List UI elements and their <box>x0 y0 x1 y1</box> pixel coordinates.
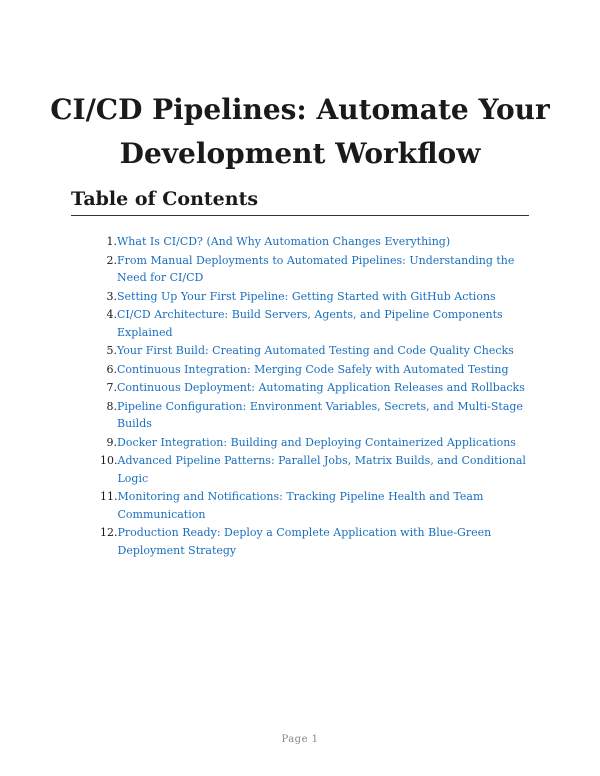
toc-link-12[interactable]: Production Ready: Deploy a Complete Application with Blue-Green Deployment Strategy <box>117 526 492 557</box>
toc-item-number: 12. <box>100 526 118 539</box>
toc-divider <box>71 215 529 216</box>
toc-item <box>100 361 530 379</box>
toc-item <box>100 452 530 487</box>
toc-item <box>100 252 530 287</box>
toc-link-8[interactable]: Pipeline Configuration: Environment Variables, Secrets, and Multi-Stage Builds <box>117 399 523 430</box>
toc-link-10[interactable]: Advanced Pipeline Patterns: Parallel Jobs, Matrix Builds, and Conditional Logic <box>117 454 526 485</box>
toc-item <box>100 342 530 360</box>
toc-item <box>100 379 530 397</box>
toc-item-number: 3. <box>106 289 117 303</box>
toc-link-3[interactable]: Setting Up Your First Pipeline: Getting Started with GitHub Actions <box>117 289 496 303</box>
toc-link-4[interactable]: CI/CD Architecture: Build Servers, Agents, and Pipeline Components Explained <box>117 308 503 339</box>
toc-item-number: 11. <box>100 490 118 503</box>
toc-item <box>100 488 530 523</box>
toc-item-number: 10. <box>100 454 118 467</box>
document-title: CI/CD Pipelines: Automate Your Development Workflow <box>50 93 550 170</box>
toc-link-5[interactable]: Your First Build: Creating Automated Testing and Code Quality Checks <box>117 344 514 357</box>
toc-item <box>100 524 530 559</box>
toc-item-number: 7. <box>106 381 117 394</box>
toc-item <box>100 288 530 306</box>
toc-list <box>100 233 530 560</box>
toc-item-number: 1. <box>106 235 117 248</box>
toc-item-number: 2. <box>106 253 117 267</box>
toc-link-1[interactable]: What Is CI/CD? (And Why Automation Changes Everything) <box>117 235 451 248</box>
toc-link-11[interactable]: Monitoring and Notifications: Tracking Pipeline Health and Team Communication <box>117 490 484 521</box>
toc-item-number: 8. <box>106 399 117 413</box>
toc-item-number: 9. <box>106 435 117 449</box>
toc-item-number: 6. <box>106 362 117 376</box>
toc-item-number: 5. <box>106 344 117 357</box>
toc-heading: Table of Contents <box>71 188 259 210</box>
toc-item <box>100 398 530 433</box>
toc-link-2[interactable]: From Manual Deployments to Automated Pipelines: Understanding the Need for CI/CD <box>117 253 515 284</box>
toc-link-6[interactable]: Continuous Integration: Merging Code Safely with Automated Testing <box>117 362 509 376</box>
toc-link-9[interactable]: Docker Integration: Building and Deploying Containerized Applications <box>117 435 516 449</box>
toc-link-7[interactable]: Continuous Deployment: Automating Application Releases and Rollbacks <box>117 381 525 394</box>
toc-item <box>100 434 530 452</box>
page-number: Page 1 <box>281 734 319 745</box>
toc-item <box>100 306 530 341</box>
toc-item-number: 4. <box>106 308 117 321</box>
toc-item <box>100 233 530 251</box>
